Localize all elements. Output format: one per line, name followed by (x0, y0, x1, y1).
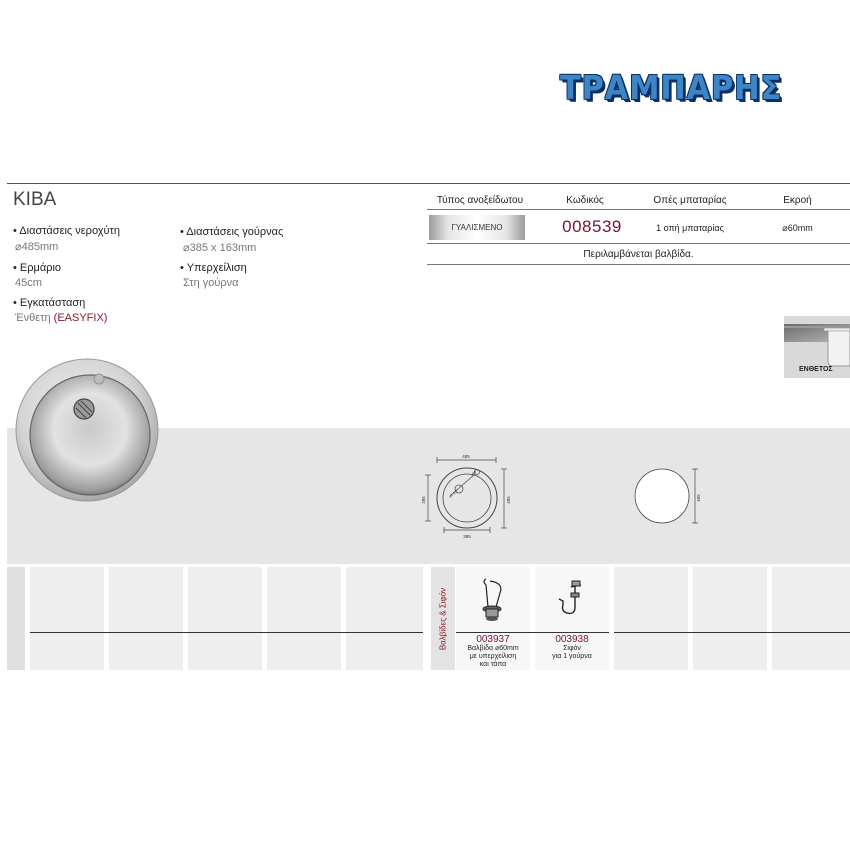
install-type-thumbnail (784, 316, 850, 378)
label-outlet: ⌀60 (470, 469, 478, 477)
accessory-slot-4 (267, 567, 341, 670)
accessory-valve-desc (456, 645, 530, 669)
accessory-slot-3 (188, 567, 262, 670)
accessory-slot-8 (614, 567, 688, 670)
spec-sink-dimensions-value: ⌀485mm (15, 241, 59, 253)
accessory-slot-10 (772, 567, 850, 670)
dim-height-left: 385 (421, 496, 426, 504)
valve-icon (478, 577, 510, 623)
product-title: ΚΙΒΑ (13, 189, 57, 210)
accessory-valve-desc-line-2: με υπερχείλιση (469, 653, 517, 660)
finish-badge: ΓΥΑΛΙΣΜΕΝΟ (429, 215, 525, 240)
accessory-siphon-desc (535, 645, 609, 661)
spec-bowl-dimensions-value: ⌀385 x 163mm (183, 242, 257, 254)
product-code: 008539 (562, 217, 622, 236)
tap-holes-value: 1 οπή μπαταρίας (656, 223, 724, 233)
spec-overflow-label: • Υπερχείλιση (180, 262, 247, 274)
table-header-code: Κωδικός (566, 195, 604, 206)
table-header-finish: Τύπος ανοξείδωτου (436, 195, 524, 206)
table-header-tap-holes: Οπές μπαταρίας (653, 195, 727, 206)
installation-system: (EASYFIX) (53, 312, 108, 324)
table-row-divider (427, 243, 850, 244)
brand-logo: ΤΡΑΜΠΑΡΗΣ (560, 68, 783, 107)
table-note: Περιλαμβάνεται βαλβίδα. (583, 249, 694, 260)
top-view-drawing (420, 452, 515, 542)
table-header-outlet: Εκροή (783, 195, 812, 206)
accessory-siphon-code: 003938 (555, 634, 589, 645)
accessory-left-divider (30, 632, 423, 633)
spec-cabinet-label: • Ερμάριο (13, 262, 62, 274)
spec-installation-value (15, 312, 107, 324)
cutout-drawing (632, 465, 704, 527)
label-tap-hole: ⌀1 1/2" (448, 488, 460, 499)
accessories-section-tab (431, 567, 455, 670)
accessory-slot-1 (30, 567, 104, 670)
spec-overflow-value: Στη γούρνα (183, 277, 239, 289)
dim-width-bottom: 385 (463, 534, 471, 539)
dim-height-right: 485 (506, 496, 511, 504)
table-bottom-divider (427, 264, 850, 265)
installation-type: Ένθετη (15, 312, 54, 324)
accessory-slot-2 (109, 567, 183, 670)
accessory-slot-9 (693, 567, 767, 670)
siphon-icon (557, 579, 589, 623)
accessory-valve-desc-line-3: και τάπα (479, 661, 507, 668)
table-header-divider (427, 209, 850, 210)
accessory-valve-code: 003937 (476, 634, 510, 645)
sink-photo (14, 357, 160, 503)
spec-cabinet-value: 45cm (15, 277, 42, 289)
spec-sink-dimensions-label: • Διαστάσεις νεροχύτη (13, 225, 121, 237)
accessory-left-edge (7, 567, 25, 670)
header-divider (7, 183, 850, 184)
accessory-right-divider (614, 632, 850, 633)
spec-installation-label: • Εγκατάσταση (13, 297, 86, 309)
spec-bowl-dimensions-label: • Διαστάσεις γούρνας (180, 226, 284, 238)
dim-cutout: 465 (696, 494, 701, 502)
accessory-siphon-desc-line-1: Σιφόν (563, 645, 581, 652)
accessory-slot-5 (346, 567, 423, 670)
dim-width-top: 485 (462, 454, 470, 459)
accessory-siphon-desc-line-2: για 1 γούρνα (552, 653, 592, 660)
accessory-valves-divider (456, 632, 609, 633)
accessory-valve-desc-line-1: Βαλβίδα ⌀60mm (467, 645, 519, 652)
install-type-label: ΕΝΘΕΤΟΣ (799, 366, 833, 373)
accessories-section-label: Βαλβίδες & Σιφόν (438, 587, 448, 650)
outlet-value: ⌀60mm (782, 223, 813, 233)
